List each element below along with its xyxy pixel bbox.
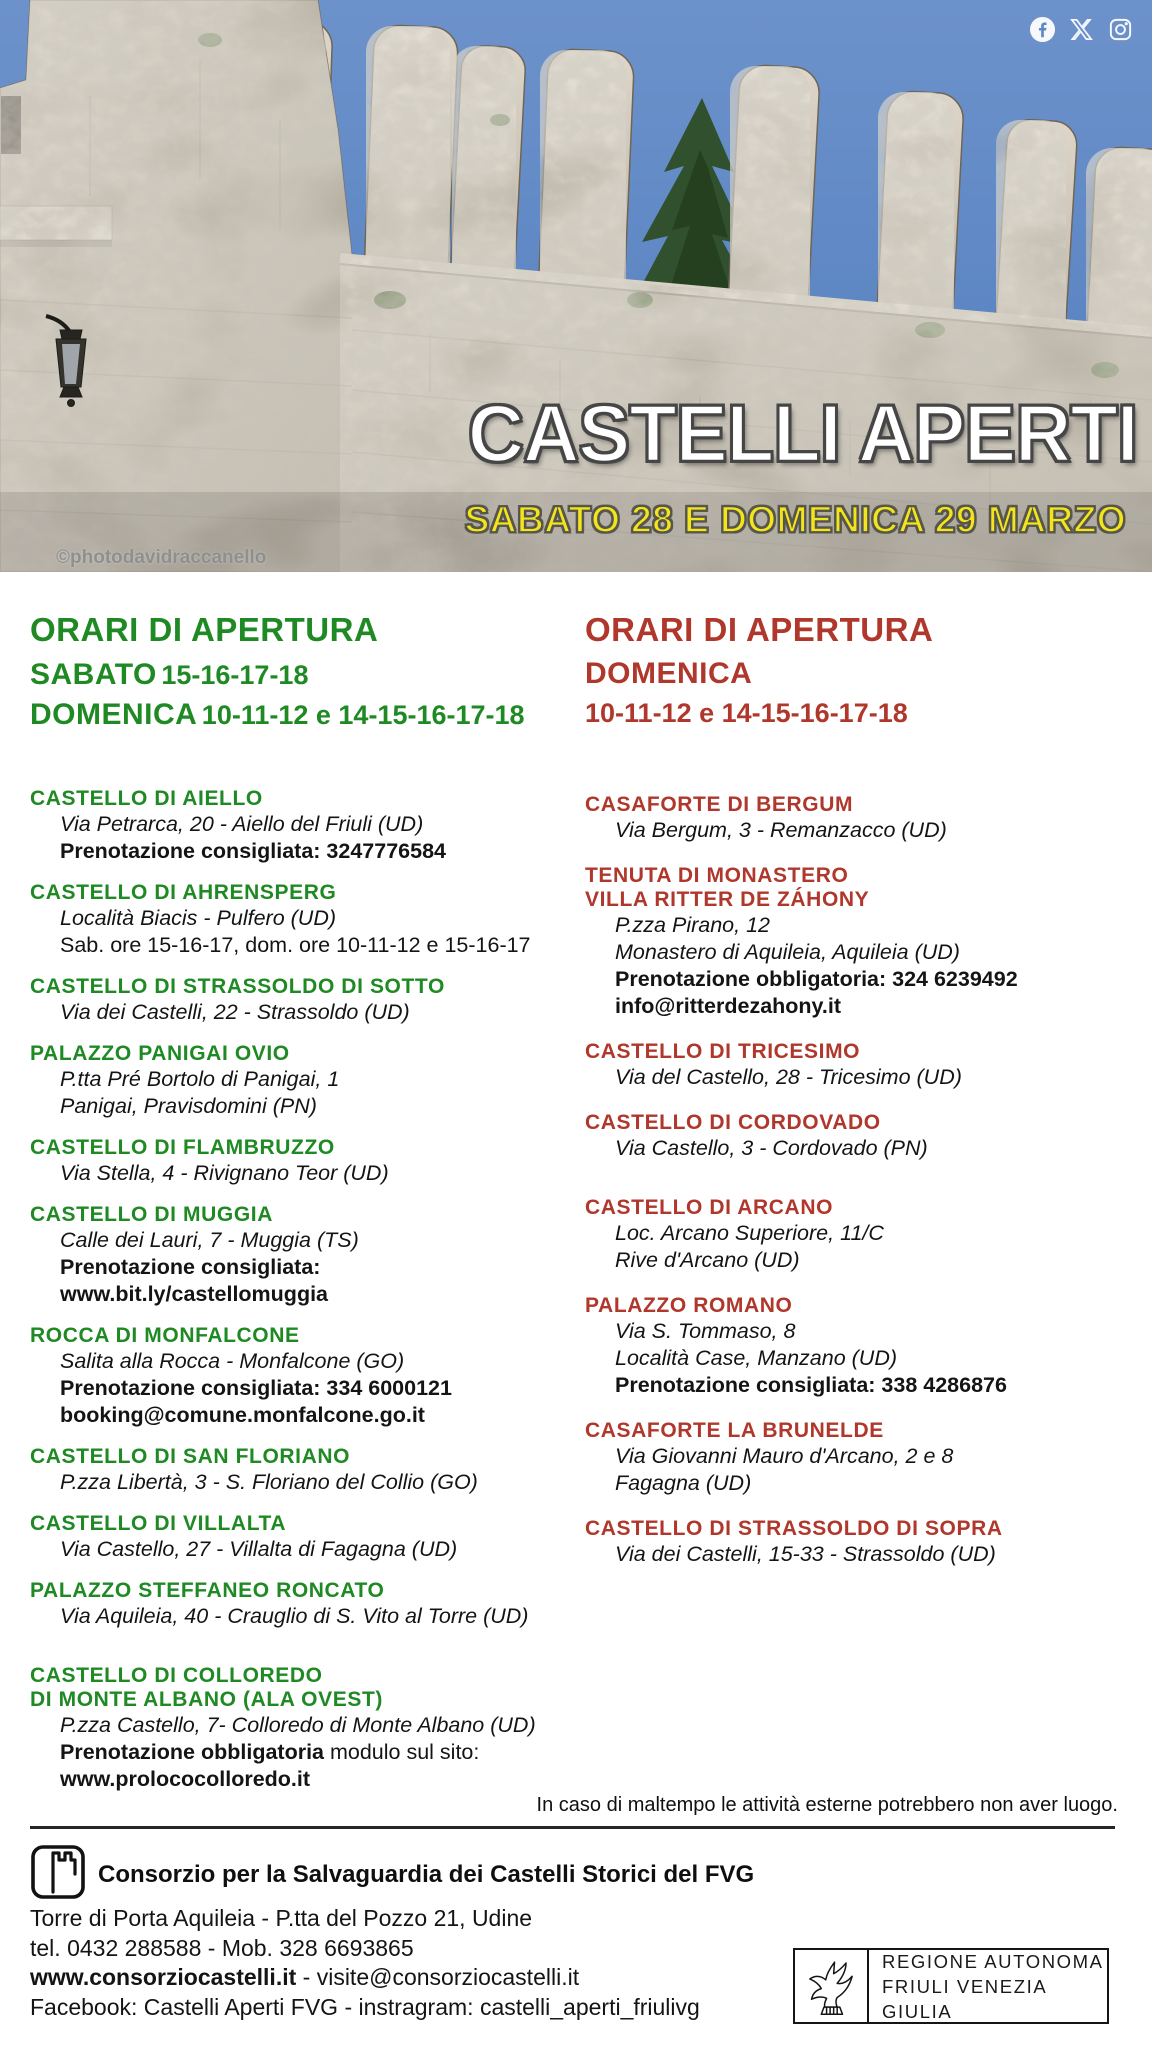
castle-name: CASAFORTE LA BRUNELDE <box>585 1419 884 1442</box>
castle-list-right <box>585 793 1120 1568</box>
castle-detail-line: Panigai, Pravisdomini (PN) <box>60 1094 317 1118</box>
x-icon[interactable] <box>1068 16 1095 43</box>
consortium-address: Torre di Porta Aquileia - P.tta del Pozzo 21, Udine <box>30 1905 533 1931</box>
castle-entry <box>30 1445 570 1496</box>
castle-detail-line: Via Giovanni Mauro d'Arcano, 2 e 8 <box>615 1444 954 1468</box>
castle-entry <box>30 881 570 959</box>
schedule-line: 10-11-12 e 14-15-16-17-18 <box>585 698 908 728</box>
facebook-icon[interactable] <box>1029 16 1056 43</box>
castle-name: TENUTA DI MONASTERO <box>585 864 849 887</box>
castle-entry <box>30 1042 570 1120</box>
castle-detail-line: P.zza Libertà, 3 - S. Floriano del Collio (GO) <box>60 1470 478 1494</box>
castle-detail-line: www.prolococolloredo.it <box>60 1767 311 1791</box>
bad-weather-note: In caso di maltempo le attività esterne potrebbero non aver luogo. <box>536 1794 1118 1816</box>
castle-name: CASTELLO DI ARCANO <box>585 1196 834 1219</box>
castle-name: CASTELLO DI VILLALTA <box>30 1512 287 1535</box>
castle-name: VILLA RITTER DE ZÁHONY <box>585 888 870 911</box>
hero-photo <box>0 0 1152 572</box>
consortium-contacts <box>30 1904 700 2022</box>
castle-entry <box>30 787 570 865</box>
castle-name: CASTELLO DI STRASSOLDO DI SOTTO <box>30 975 445 998</box>
castle-detail-line: Rive d'Arcano (UD) <box>615 1248 800 1272</box>
region-fvg-logo <box>793 1948 1109 2024</box>
castle-detail-line: P.zza Castello, 7- Colloredo di Monte Albano (UD) <box>60 1713 536 1737</box>
castle-entry <box>30 975 570 1026</box>
castle-detail-line: Via dei Castelli, 15-33 - Strassoldo (UD) <box>615 1542 996 1566</box>
castle-name: CASTELLO DI SAN FLORIANO <box>30 1445 351 1468</box>
castle-detail-line: www.bit.ly/castellomuggia <box>60 1282 329 1306</box>
castle-entry <box>585 1294 1120 1399</box>
schedule-line: DOMENICA 10-11-12 e 14-15-16-17-18 <box>30 698 525 731</box>
castle-name: CASTELLO DI MUGGIA <box>30 1203 273 1226</box>
castle-entry <box>585 1040 1120 1091</box>
region-line2: FRIULI VENEZIA GIULIA <box>882 1975 1047 2022</box>
castle-detail-line: Prenotazione consigliata: 338 4286876 <box>615 1373 1007 1397</box>
castle-entry <box>30 1579 570 1630</box>
photo-credit: ©photodavidraccanello <box>56 547 267 568</box>
consortium-web: www.consorziocastelli.it - visite@consorziocastelli.it <box>30 1964 580 1990</box>
poster-title: CASTELLI APERTI <box>468 389 1138 479</box>
castle-detail-line: Loc. Arcano Superiore, 11/C <box>615 1221 884 1245</box>
castle-entry <box>30 1203 570 1308</box>
footer-divider <box>30 1826 1115 1829</box>
consortium-name: Consorzio per la Salvaguardia dei Castelli Storici del FVG <box>98 1861 755 1888</box>
castle-entry <box>30 1512 570 1563</box>
castle-detail-line: booking@comune.monfalcone.go.it <box>60 1403 425 1427</box>
consortium-social: Facebook: Castelli Aperti FVG - instragram: castelli_aperti_friulivg <box>30 1993 700 2020</box>
schedule-right <box>585 657 1120 735</box>
castle-list-left <box>30 787 570 1793</box>
castle-detail-line: Via Bergum, 3 - Remanzacco (UD) <box>615 818 947 842</box>
castle-name: ROCCA DI MONFALCONE <box>30 1324 300 1347</box>
castle-name: CASTELLO DI FLAMBRUZZO <box>30 1136 335 1159</box>
castle-detail-line: Via del Castello, 28 - Tricesimo (UD) <box>615 1065 962 1089</box>
castle-entry <box>585 1419 1120 1497</box>
castle-entry <box>30 1664 570 1793</box>
castle-detail-line: Prenotazione consigliata: <box>60 1255 321 1279</box>
castle-name: DI MONTE ALBANO (ALA OVEST) <box>30 1688 383 1711</box>
castle-detail-line: Sab. ore 15-16-17, dom. ore 10-11-12 e 15-16-17 <box>60 933 531 957</box>
castle-entry <box>585 1517 1120 1568</box>
castle-detail-line: Via Castello, 27 - Villalta di Fagagna (UD) <box>60 1537 458 1561</box>
castle-detail-line: Fagagna (UD) <box>615 1471 752 1495</box>
castle-detail-line: Via S. Tommaso, 8 <box>615 1319 796 1343</box>
castle-detail-line: Via Aquileia, 40 - Crauglio di S. Vito al Torre (UD) <box>60 1604 529 1628</box>
castle-detail-line: Località Biacis - Pulfero (UD) <box>60 906 337 930</box>
castle-name: CASTELLO DI CORDOVADO <box>585 1111 881 1134</box>
instagram-icon[interactable] <box>1107 16 1134 43</box>
sunday-column <box>585 612 1120 1588</box>
opening-hours-heading-left: ORARI DI APERTURA <box>30 611 379 648</box>
castle-entry <box>30 1324 570 1429</box>
consortium-phone: tel. 0432 288588 - Mob. 328 6693865 <box>30 1934 414 1961</box>
region-line1: REGIONE AUTONOMA <box>882 1950 1104 1972</box>
castle-name: CASTELLO DI AHRENSPERG <box>30 881 337 904</box>
poster-subtitle: SABATO 28 E DOMENICA 29 MARZO <box>464 499 1126 540</box>
castle-name: CASTELLO DI AIELLO <box>30 787 263 810</box>
castle-detail-line: P.tta Pré Bortolo di Panigai, 1 <box>60 1067 340 1091</box>
castle-tower-icon <box>30 1844 86 1900</box>
castle-name: PALAZZO PANIGAI OVIO <box>30 1042 290 1065</box>
castle-name: CASTELLO DI TRICESIMO <box>585 1040 861 1063</box>
castle-detail-line: Prenotazione consigliata: 334 6000121 <box>60 1376 452 1400</box>
castle-detail-line: Località Case, Manzano (UD) <box>615 1346 898 1370</box>
castle-name: PALAZZO STEFFANEO RONCATO <box>30 1579 385 1602</box>
castle-detail-line: P.zza Pirano, 12 <box>615 913 770 937</box>
region-logo-text <box>869 1950 1107 2022</box>
schedule-line: DOMENICA <box>585 657 753 690</box>
castle-name: CASTELLO DI STRASSOLDO DI SOPRA <box>585 1517 1003 1540</box>
castle-entry <box>585 793 1120 844</box>
social-icons <box>1029 16 1134 43</box>
castle-detail-line: Prenotazione consigliata: 3247776584 <box>60 839 446 863</box>
castle-detail-line: Monastero di Aquileia, Aquileia (UD) <box>615 940 960 964</box>
castle-detail-line: Via dei Castelli, 22 - Strassoldo (UD) <box>60 1000 410 1024</box>
schedule-line: SABATO 15-16-17-18 <box>30 658 309 691</box>
schedule-left <box>30 657 570 737</box>
castle-entry <box>585 1196 1120 1274</box>
opening-hours-heading-right: ORARI DI APERTURA <box>585 611 934 648</box>
castle-detail-line: Via Stella, 4 - Rivignano Teor (UD) <box>60 1161 389 1185</box>
castle-detail-line: Prenotazione obbligatoria modulo sul sito: <box>60 1740 480 1764</box>
castle-entry <box>585 1111 1120 1162</box>
castle-detail-line: Calle dei Lauri, 7 - Muggia (TS) <box>60 1228 359 1252</box>
castle-detail-line: Via Castello, 3 - Cordovado (PN) <box>615 1136 928 1160</box>
saturday-sunday-column <box>30 612 570 1809</box>
castle-entry <box>30 1136 570 1187</box>
castle-detail-line: Via Petrarca, 20 - Aiello del Friuli (UD) <box>60 812 424 836</box>
fvg-eagle-icon <box>795 1950 869 2022</box>
castle-detail-line: Salita alla Rocca - Monfalcone (GO) <box>60 1349 405 1373</box>
castle-name: CASTELLO DI COLLOREDO <box>30 1664 323 1687</box>
castle-entry <box>585 864 1120 1020</box>
consortium-website[interactable]: www.consorziocastelli.it <box>30 1964 297 1990</box>
castle-name: CASAFORTE DI BERGUM <box>585 793 854 816</box>
castle-detail-line: Prenotazione obbligatoria: 324 6239492 <box>615 967 1018 991</box>
castle-name: PALAZZO ROMANO <box>585 1294 793 1317</box>
castle-detail-line: info@ritterdezahony.it <box>615 994 842 1018</box>
